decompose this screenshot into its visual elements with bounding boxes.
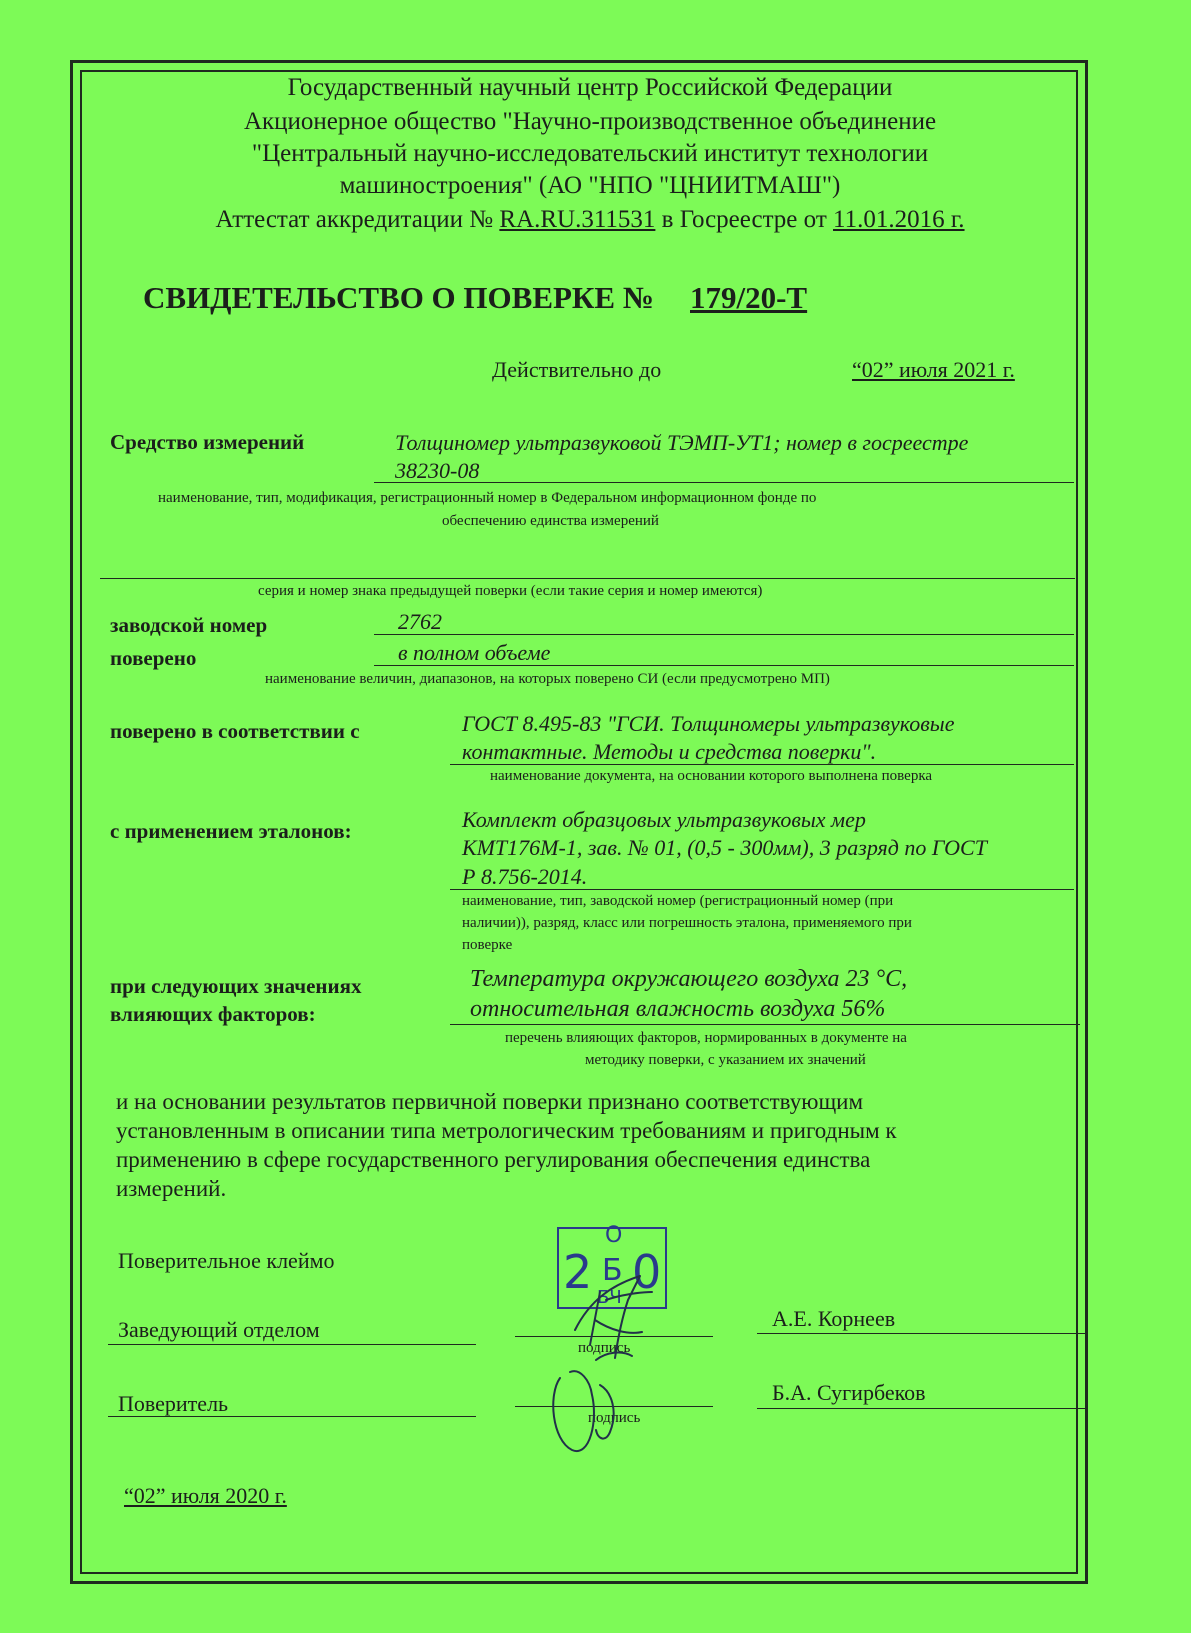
valid-until-date: “02” июля 2021 г. xyxy=(852,357,1015,382)
issue-date: “02” июля 2020 г. xyxy=(124,1483,287,1508)
verified-label: поверено xyxy=(110,646,197,670)
standards-value-line-3: Р 8.756-2014. xyxy=(462,864,588,889)
according-caption: наименование документа, на основании которого выполнена поверка xyxy=(490,768,933,784)
according-value-line-1: ГОСТ 8.495-83 "ГСИ. Толщиномеры ультразвуковые xyxy=(462,711,955,736)
serial-label: заводской номер xyxy=(110,613,268,637)
verified-value: в полном объеме xyxy=(398,640,551,665)
according-label: поверено в соответствии с xyxy=(110,719,360,743)
verified-caption: наименование величин, диапазонов, на которых поверено СИ (если предусмотрено МП) xyxy=(265,671,830,687)
instrument-caption-line-2: обеспечению единства измерений xyxy=(442,513,659,529)
stamp-right-digit: 0 xyxy=(632,1245,662,1299)
head-label: Заведующий отделом xyxy=(118,1317,320,1342)
header-line-4: машиностроения" (АО "НПО "ЦНИИТМАШ") xyxy=(339,172,841,199)
instrument-label: Средство измерений xyxy=(110,430,305,454)
standards-label: с применением эталонов: xyxy=(110,819,352,843)
prev-sign-caption: серия и номер знака предыдущей поверки (если такие серия и номер имеются) xyxy=(258,583,763,599)
standards-caption-line-2: наличии)), разряд, класс или погрешность эталона, применяемого при xyxy=(462,915,912,931)
according-value-line-2: контактные. Методы и средства поверки". xyxy=(462,739,877,764)
factors-label-line-2: влияющих факторов: xyxy=(110,1002,316,1026)
accreditation-mid: в Госреестре от xyxy=(661,206,827,233)
stamp-middle-letter: Б xyxy=(602,1253,623,1288)
factors-value-line-1: Температура окружающего воздуха 23 °С, xyxy=(470,966,908,992)
factors-caption-line-2: методику поверки, с указанием их значений xyxy=(585,1052,866,1068)
header-line-3: "Центральный научно-исследовательский институт технологии xyxy=(251,140,929,167)
head-signature-caption: подпись xyxy=(578,1340,631,1356)
certificate-number: 179/20-Т xyxy=(690,280,808,315)
factors-value-line-2: относительная влажность воздуха 56% xyxy=(470,996,886,1022)
accreditation-number: RA.RU.311531 xyxy=(499,206,656,233)
header-line-2: Акционерное общество "Научно-производственное объединение xyxy=(243,108,937,135)
stamp-left-digit: 2 xyxy=(563,1245,593,1299)
certificate-title-text: СВИДЕТЕЛЬСТВО О ПОВЕРКЕ № xyxy=(143,280,654,315)
verifier-signature-caption: подпись xyxy=(588,1410,641,1426)
instrument-value-line-2: 38230-08 xyxy=(395,458,480,483)
instrument-caption-line-1: наименование, тип, модификация, регистрационный номер в Федеральном информационном фонде по xyxy=(158,490,817,506)
serial-value: 2762 xyxy=(398,609,442,634)
stamp-top-mark: О xyxy=(605,1223,623,1248)
accreditation-date: 11.01.2016 г. xyxy=(833,206,965,233)
factors-label-line-1: при следующих значениях xyxy=(110,974,362,998)
conclusion-line-4: измерений. xyxy=(116,1176,227,1201)
verifier-signature-scribble xyxy=(553,1353,632,1452)
head-signature-scribble xyxy=(575,1276,652,1358)
conclusion-line-3: применению в сфере государственного регулирования обеспечения единства xyxy=(116,1147,871,1172)
stamp-label: Поверительное клеймо xyxy=(118,1248,335,1273)
header-line-1: Государственный научный центр Российской Федерации xyxy=(287,74,893,101)
conclusion-line-1: и на основании результатов первичной поверки признано соответствующим xyxy=(116,1089,864,1114)
standards-value-line-2: КМТ176М-1, зав. № 01, (0,5 - 300мм), 3 разряд по ГОСТ xyxy=(462,835,987,860)
instrument-value-line-1: Толщиномер ультразвуковой ТЭМП-УТ1; номер в госреестре xyxy=(395,430,969,455)
standards-value-line-1: Комплект образцовых ультразвуковых мер xyxy=(462,807,866,832)
standards-caption-line-3: поверке xyxy=(462,937,513,953)
accreditation-prefix: Аттестат аккредитации № xyxy=(215,206,494,233)
verifier-label: Поверитель xyxy=(118,1391,229,1416)
conclusion-line-2: установленным в описании типа метрологическим требованиям и пригодным к xyxy=(116,1118,897,1143)
head-name: А.Е. Корнеев xyxy=(772,1306,896,1331)
factors-caption-line-1: перечень влияющих факторов, нормированных в документе на xyxy=(505,1030,907,1046)
verifier-name: Б.А. Сугирбеков xyxy=(772,1380,926,1405)
valid-until-label: Действительно до xyxy=(492,357,662,382)
standards-caption-line-1: наименование, тип, заводской номер (регистрационный номер (при xyxy=(462,893,894,909)
stamp-bottom-mark: БЧ xyxy=(597,1287,622,1308)
